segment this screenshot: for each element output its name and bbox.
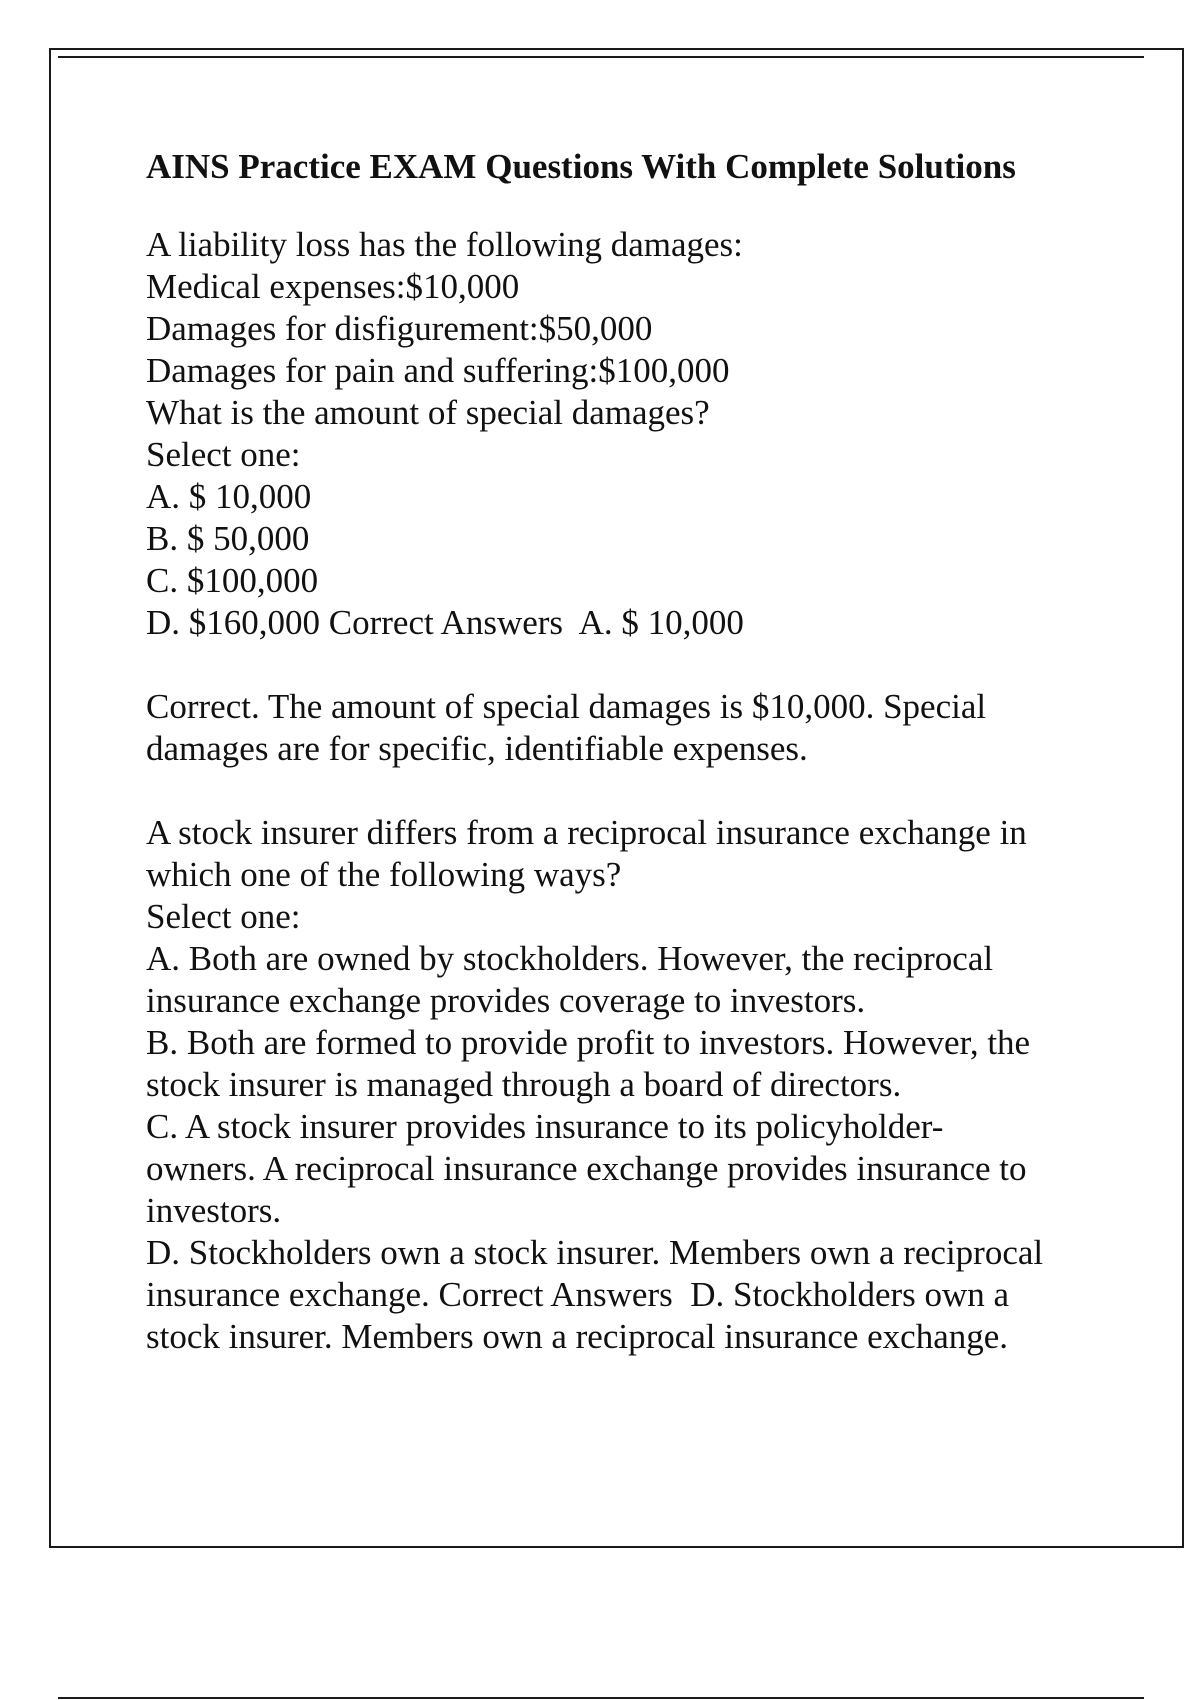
document-title: AINS Practice EXAM Questions With Complete Solutions (146, 147, 1016, 186)
answer-option-c: C. $100,000 (146, 561, 319, 600)
answer-option-c: C. A stock insurer provides insurance to its policyholder- (146, 1107, 944, 1146)
answer-option-b: B. $ 50,000 (146, 519, 310, 558)
answer-option-c: owners. A reciprocal insurance exchange provides insurance to (146, 1149, 1027, 1188)
answer-option-a: insurance exchange provides coverage to investors. (146, 981, 866, 1020)
question-2-line: A stock insurer differs from a reciprocal insurance exchange in (146, 813, 1027, 852)
question-2-line: Select one: (146, 897, 301, 936)
question-1-line: Damages for pain and suffering:$100,000 (146, 351, 730, 390)
explanation-line: Correct. The amount of special damages is $10,000. Special (146, 687, 987, 726)
question-2 (146, 812, 1106, 1358)
answer-option-b: stock insurer is managed through a board of directors. (146, 1065, 902, 1104)
answer-option-c: investors. (146, 1191, 282, 1230)
question-1-line: A liability loss has the following damages: (146, 225, 743, 264)
explanation-line: damages are for specific, identifiable expenses. (146, 729, 808, 768)
question-1-line: Damages for disfigurement:$50,000 (146, 309, 653, 348)
answer-option-a: A. Both are owned by stockholders. However, the reciprocal (146, 939, 994, 978)
explanation-1 (146, 686, 1106, 770)
answer-option-a: A. $ 10,000 (146, 477, 312, 516)
answer-option-d: D. Stockholders own a stock insurer. Members own a reciprocal (146, 1233, 1044, 1272)
question-1-line: What is the amount of special damages? (146, 393, 710, 432)
answer-option-d: D. $160,000 Correct Answers A. $ 10,000 (146, 603, 744, 642)
answer-option-b: B. Both are formed to provide profit to investors. However, the (146, 1023, 1031, 1062)
question-2-line: which one of the following ways? (146, 855, 622, 894)
question-1 (146, 224, 1106, 644)
document-body (146, 144, 1106, 1400)
question-1-line: Medical expenses:$10,000 (146, 267, 520, 306)
footer-rule (58, 1697, 1144, 1699)
question-1-line: Select one: (146, 435, 301, 474)
header-rule (58, 56, 1144, 58)
answer-option-d: stock insurer. Members own a reciprocal insurance exchange. (146, 1317, 1009, 1356)
answer-option-d: insurance exchange. Correct Answers D. Stockholders own a (146, 1275, 1010, 1314)
